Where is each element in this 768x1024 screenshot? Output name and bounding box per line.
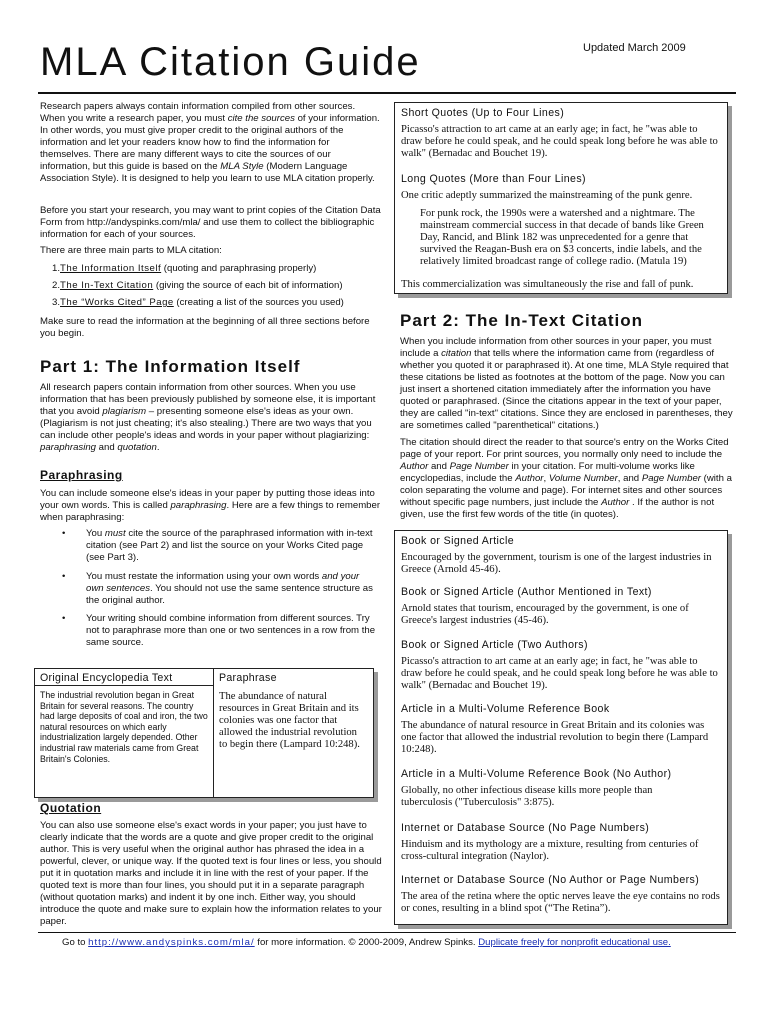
part-link[interactable]: The Information Itself xyxy=(60,263,162,274)
example-heading: Internet or Database Source (No Author or Page Numbers) xyxy=(401,874,700,886)
title-divider xyxy=(38,92,736,94)
license-link[interactable]: Duplicate freely for nonprofit educational use. xyxy=(478,937,671,948)
paraphrasing-paragraph: You can include someone else's ideas in your paper by putting those ideas into your own words. This is called paraphrasing. Here are a few things to remember when paraphrasing: xyxy=(40,488,381,523)
part1-heading: Part 1: The Information Itself xyxy=(40,357,301,376)
table-paraphrase-text: The abundance of natural resources in Great Britain and its colonies was one factor that allowed the industrial revolution to begin there (Lampard 10:248). xyxy=(219,691,360,750)
table-col1-header: Original Encyclopedia Text xyxy=(40,672,173,684)
intro-paragraph-2: Before you start your research, you may want to print copies of the Citation Data Form from http://andyspinks.com/mla/ and use them to collect the bibliographic information for each of your sources. xyxy=(40,205,381,240)
part1-paragraph: All research papers contain information from other sources. When you use information that has been previously published by someone else, it is important that you avoid plagiarism – presenting someone else's ideas as your own. (Plagiarism is not just cheating; it's also stealing.) There are two ways that you can include other people's ideas and words in your paper without plagiarizing: paraphrasing and quotation. xyxy=(40,382,376,453)
footer-divider xyxy=(38,932,736,933)
bullet-dot: • xyxy=(62,613,66,624)
part2-heading: Part 2: The In-Text Citation xyxy=(400,311,644,330)
intro-paragraph-1: Research papers always contain information compiled from other sources. When you write a research paper, you must cite the sources of your information. In other words, you must give proper credit to the original authors of the information and let your readers know how to find the information for themselves. There are many different ways to cite the sources of our information, but this guide is based on the MLA Style (Modern Language Association Style). It is designed to help you learn to use MLA citation properly. xyxy=(40,101,380,184)
short-quote-example: Picasso's attraction to art came at an early age; in fact, he "was able to draw before he could speak, and he could speak long before he was able to walk" (Bernadac and Bouchet 19). xyxy=(401,124,718,159)
example-heading: Book or Signed Article xyxy=(401,535,515,547)
bullet-item: • You must restate the information using your own words and your own sentences. You should not use the same sentence structure as the original author. xyxy=(62,571,373,606)
bullet-item: • You must cite the source of the paraphrased information with in-text citation (see Part 2) and list the source on your Works Cited page (see Part 3). xyxy=(62,528,373,563)
intro-paragraph-3: There are three main parts to MLA citation: xyxy=(40,245,222,256)
in-text-examples-box xyxy=(394,530,728,925)
table-col2-header: Paraphrase xyxy=(219,672,277,684)
example-text: Encouraged by the government, tourism is one of the largest industries in Greece (Arnold 45-46). xyxy=(401,552,712,575)
long-quote-block: For punk rock, the 1990s were a watershed and a nightmare. The mainstream commercial success in that decade of bands like Green Day, Rancid, and Blink 182 was unprecedented for a genre that survived the Reagan-Bush era on $3 concerts, indie labels, and the relatively limited broadcast range of college radio. (Matula 19) xyxy=(420,208,704,267)
website-link[interactable]: http://www.andyspinks.com/mla/ xyxy=(88,937,255,948)
long-quote-after: This commercialization was simultaneously the rise and fall of punk. xyxy=(401,279,694,290)
bullet-dot: • xyxy=(62,571,66,582)
quotes-example-box xyxy=(394,102,728,294)
paraphrase-example-table xyxy=(34,668,374,798)
example-heading: Book or Signed Article (Author Mentioned in Text) xyxy=(401,586,652,598)
table-header-divider xyxy=(35,685,213,686)
long-quote-intro: One critic adeptly summarized the mainstreaming of the punk genre. xyxy=(401,190,693,201)
quotation-paragraph: You can also use someone else's exact words in your paper; you just have to clearly indicate that the words are a quote and give proper credit to the original author. This is very useful when the original author has phrased the idea in a powerful, clever, or unique way. If the quoted text is four lines or less, you should put it in quotation marks and include it in line with the rest of your paper. If the quoted text is more than four lines, you should put it in a separate paragraph (without quotation marks) and indent it by one inch. Either way, you should introduce the quote and make sure to explain how the information relates to your paper. xyxy=(40,820,382,927)
example-text: The area of the retina where the optic nerves leave the eye contains no rods or cones, resulting in a blind spot (“The Retina”). xyxy=(401,891,720,914)
example-heading: Article in a Multi-Volume Reference Book xyxy=(401,703,610,715)
paraphrasing-heading: Paraphrasing xyxy=(40,468,123,482)
page-title: MLA Citation Guide xyxy=(40,40,421,84)
parts-list-item: 3.The “Works Cited” Page (creating a list of the sources you used) xyxy=(52,297,344,308)
bullet-dot: • xyxy=(62,528,66,539)
part-link[interactable]: The In-Text Citation xyxy=(60,280,154,291)
example-text: Picasso's attraction to art came at an early age; in fact, he "was able to draw before he could speak, and he could speak long before he was able to walk" (Bernadac and Bouchet 19). xyxy=(401,656,718,691)
example-heading: Internet or Database Source (No Page Numbers) xyxy=(401,822,650,834)
long-quotes-heading: Long Quotes (More than Four Lines) xyxy=(401,173,586,185)
parts-list-item: 2.The In-Text Citation (giving the source of each bit of information) xyxy=(52,280,343,291)
table-original-text: The industrial revolution began in Great Britain for several reasons. The country had large deposits of coal and iron, the two natural resources on which early industrialization largely depended. Other industrial raw materials came from Great Britain's Colonies. xyxy=(40,690,208,764)
table-column-divider xyxy=(213,669,214,797)
bullet-item: • Your writing should combine information from different sources. Try not to paraphrase more than one or two sentences in a row from the same source. xyxy=(62,613,376,648)
intro-paragraph-4: Make sure to read the information at the beginning of all three sections before you begin. xyxy=(40,316,370,339)
paraphrasing-bullets xyxy=(62,528,378,648)
example-heading: Article in a Multi-Volume Reference Book (No Author) xyxy=(401,768,672,780)
footer: Go to http://www.andyspinks.com/mla/ for more information. © 2000-2009, Andrew Spinks. Duplicate freely for nonprofit educational use. xyxy=(62,937,671,948)
parts-list xyxy=(52,262,382,309)
example-heading: Book or Signed Article (Two Authors) xyxy=(401,639,588,651)
part-link[interactable]: The “Works Cited” Page xyxy=(60,297,174,308)
part2-paragraph-2: The citation should direct the reader to that source's entry on the Works Cited page of your report. For print sources, you normally only need to include the Author and Page Number in your citation. For multi-volume works like encyclopedias, include the Author, Volume Number, and Page Number (with a colon separating the volume and page). For internet sites and other sources without specific page numbers, just include the Author . If the author is not given, use the first few words of the title (in quotes). xyxy=(400,437,732,520)
parts-list-item: 1.The Information Itself (quoting and paraphrasing properly) xyxy=(52,263,317,274)
example-text: Arnold states that tourism, encouraged by the government, is one of Greece's largest industries (45-46). xyxy=(401,603,689,626)
quotation-heading: Quotation xyxy=(40,801,102,815)
example-text: The abundance of natural resource in Great Britain and its colonies was one factor that allowed the industrial revolution to begin there (Lampard 10:248). xyxy=(401,720,709,755)
updated-date: Updated March 2009 xyxy=(583,42,686,54)
example-text: Hinduism and its mythology are a mixture, resulting from centuries of cross-cultural integration (Naylor). xyxy=(401,839,699,862)
example-text: Globally, no other infectious disease kills more people than tuberculosis ("Tuberculosis" 3:875). xyxy=(401,785,653,808)
part2-paragraph-1: When you include information from other sources in your paper, you must include a citation that tells where the information came from (regardless of whether you quoted it or paraphrased it). At one time, MLA Style required that these citations be listed as footnotes at the bottom of the page. Now you can just insert a shortened citation immediately after the information you have quoted or paraphrased. (Since the citations appear in the text of your paper, they are called "in-text" citations. Since they are enclosed in parentheses, they are sometimes called "parenthetical" citations.) xyxy=(400,336,733,431)
short-quotes-heading: Short Quotes (Up to Four Lines) xyxy=(401,107,565,119)
